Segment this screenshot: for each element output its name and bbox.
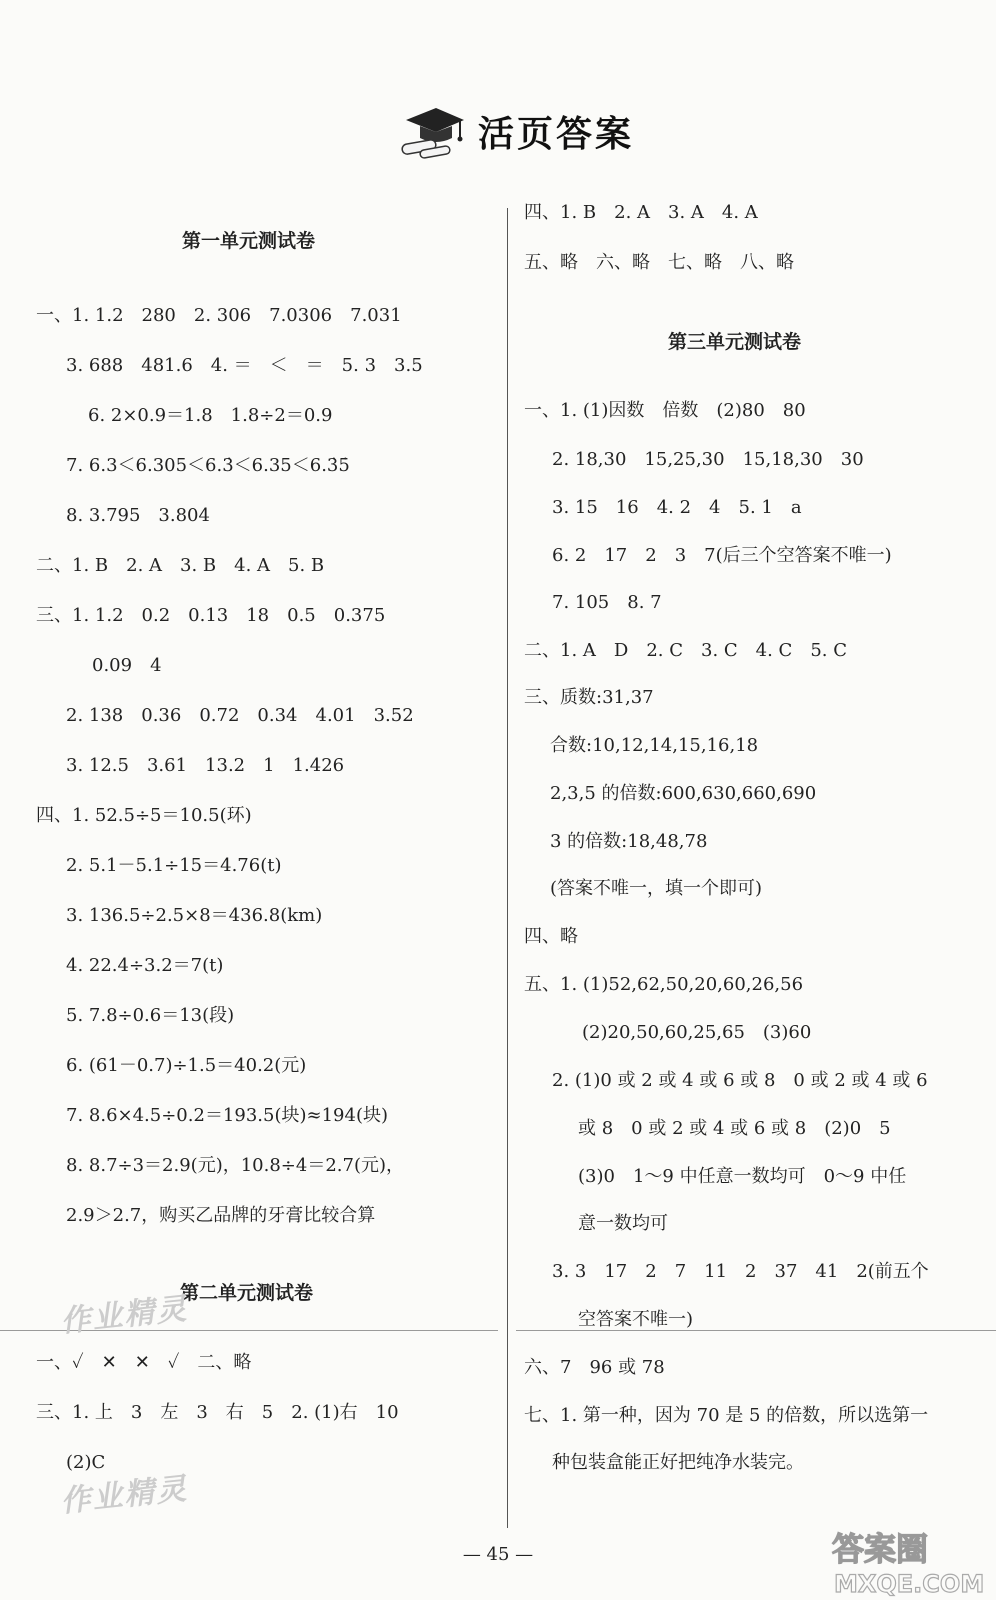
logo-chars: 答案圈 [832,1530,929,1568]
answer-line: 空答案不唯一) [578,1309,694,1330]
answer-line: (2)20,50,60,25,65 (3)60 [582,1022,812,1043]
answer-line: 一、1. (1)因数 倍数 (2)80 80 [524,400,806,421]
section-title-unit2: 第二单元测试卷 [180,1282,314,1304]
answer-line: 四、1. B 2. A 3. A 4. A [524,202,758,223]
answer-line: 3 的倍数:18,48,78 [550,831,708,852]
answer-line: 3. 3 17 2 7 11 2 37 41 2(前五个 [552,1261,929,1282]
answer-line: 五、1. (1)52,62,50,20,60,26,56 [524,974,804,995]
answer-line: 2. 5.1－5.1÷15＝4.76(t) [66,855,282,876]
answer-line: (答案不唯一，填一个即可) [550,878,763,899]
answer-line: 7. 6.3＜6.305＜6.3̇＜6.35＜6.3̇5̇ [66,455,350,476]
answer-line: 六、7 96 或 78 [524,1357,665,1378]
answer-line: 3. 136.5÷2.5×8＝436.8(km) [66,905,323,926]
answer-line: 3. 15 16 4. 2 4 5. 1 a [552,497,802,518]
answer-line: 二、1. B 2. A 3. B 4. A 5. B [36,555,325,576]
answer-line: 四、略 [524,926,578,947]
answer-line: 七、1. 第一种，因为 70 是 5 的倍数，所以选第一 [524,1405,929,1426]
answer-line: 7. 8.6×4.5÷0.2＝193.5(块)≈194(块) [66,1105,388,1126]
answer-line: 2,3,5 的倍数:600,630,660,690 [550,783,817,804]
answer-line: 0.09 4 [92,655,162,676]
section-title-unit3: 第三单元测试卷 [668,331,802,353]
graduation-cap-icon [400,104,466,162]
page-header [0,98,996,168]
answer-line: 三、1. 1.2 0.2 0.13 18 0.5 0.375 [36,605,386,626]
answer-line: 2. 18,30 15,25,30 15,18,30 30 [552,449,864,470]
answer-line: (3)0 1～9 中任意一数均可 0～9 中任 [578,1166,907,1187]
answer-line: 6. 2 17 2 3 7(后三个空答案不唯一) [552,545,892,566]
answer-line: 5. 7.8÷0.6＝13(段) [66,1005,235,1026]
answer-line: 2. 138 0.36 0.72 0.34 4.01 3.52 [66,705,414,726]
answer-line: 8. 8.7÷3＝2.9(元)，10.8÷4＝2.7(元)， [66,1155,405,1176]
answer-line: 合数:10,12,14,15,16,18 [550,735,759,756]
answer-line: 6. (61－0.7)÷1.5＝40.2(元) [66,1055,307,1076]
answer-line: 四、1. 52.5÷5＝10.5(环) [36,805,252,826]
column-divider [507,208,508,1528]
answer-line: 五、略 六、略 七、略 八、略 [524,252,794,273]
answer-line: (2)C [66,1452,106,1473]
answer-line: 7. 105 8. 7 [552,592,662,613]
watermark: 作业精灵 [58,1471,190,1520]
answer-line: 2. (1)0 或 2 或 4 或 6 或 8 0 或 2 或 4 或 6 [552,1070,928,1091]
answer-line: 2.9＞2.7，购买乙品牌的牙膏比较合算 [66,1205,376,1226]
answer-line: 或 8 0 或 2 或 4 或 6 或 8 (2)0 5 [578,1118,891,1139]
answer-line: 3. 688 481.6 4. ＝ ＜ ＝ 5. 3 3.5 [66,355,423,376]
answer-line: 3. 12.5 3.61 13.2 1 1.426 [66,755,345,776]
site-logo [828,1520,996,1600]
answer-line: 一、✓ ✕ ✕ ✓ 二、略 [36,1352,252,1373]
logo-url: MXQE.COM [834,1570,985,1598]
answer-line: 三、1. 上 3 左 3 右 5 2. (1)右 10 [36,1402,399,1423]
section-title-unit1: 第一单元测试卷 [182,230,316,252]
answer-line: 6. 2×0.9＝1.8 1.8÷2＝0.9 [88,405,333,426]
answer-line: 一、1. 1.2 280 2. 306 7.0306 7.031 [36,305,402,326]
answer-line: 8. 3.795 3.804 [66,505,210,526]
answer-line: 意一数均可 [578,1213,668,1234]
watermark: 作业精灵 [58,1291,190,1340]
page-number: — 45 — [462,1544,534,1565]
answer-line: 二、1. A D 2. C 3. C 4. C 5. C [524,640,847,661]
answer-line: 4. 22.4÷3.2＝7(t) [66,955,224,976]
answer-line: 种包装盒能正好把纯净水装完。 [552,1452,804,1473]
answer-line: 三、质数:31,37 [524,687,654,708]
page-title: 活页答案 [478,114,635,155]
